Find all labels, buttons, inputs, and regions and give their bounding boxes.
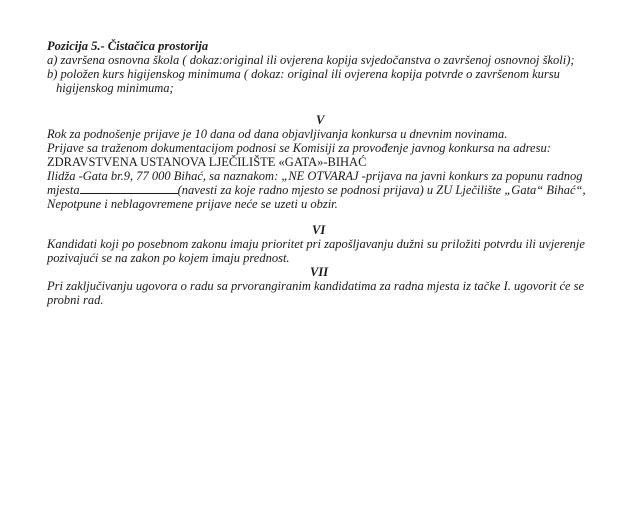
requirement-a: a) završena osnovna škola ( dokaz:original ili ovjerena kopija svjedočanstva o završenoj osnovnoj školi);: [47, 53, 575, 67]
section-vii-line-2: probni rad.: [47, 293, 104, 307]
section-vi-heading: VI: [312, 223, 326, 237]
position-title: Pozicija 5.- Čistačica prostorija: [47, 39, 209, 53]
section-v-line-5a: mjesta: [47, 183, 80, 197]
requirement-b-line-2: higijenskog minimuma;: [56, 81, 174, 95]
section-vi-line-1: Kandidati koji po posebnom zakonu imaju prioritet pri zapošljavanju dužni su priložiti potvrdu ili uvjerenje: [47, 237, 585, 251]
section-v-line-5: [47, 183, 586, 197]
section-v-heading: V: [316, 113, 325, 127]
section-vii-heading: VII: [310, 265, 329, 279]
section-v-line-4: Ilidža -Gata br.9, 77 000 Bihać, sa naznakom: „NE OTVARAJ -prijava na javni konkurs za popunu radnog: [47, 169, 583, 183]
section-v-line-1: Rok za podnošenje prijave je 10 dana od dana objavljivanja konkursa u dnevnim novinama.: [47, 127, 508, 141]
section-v-line-2: Prijave sa traženom dokumentacijom podnosi se Komisiji za provođenje javnog konkursa na adresu:: [47, 141, 551, 155]
section-v-line-3: ZDRAVSTVENA USTANOVA LJEČILIŠTE «GATA»-BIHAĆ: [47, 155, 367, 169]
blank-underline: [80, 183, 178, 194]
requirement-b-line-1: b) položen kurs higijenskog minimuma ( dokaz: original ili ovjerena kopija potvrde o završenom kursu: [47, 67, 560, 81]
section-v-line-5b: (navesti za koje radno mjesto se podnosi prijava) u ZU Lječilište „Gata“ Bihać“,: [177, 183, 586, 197]
section-vii-line-1: Pri zaključivanju ugovora o radu sa prvorangiranim kandidatima za radna mjesta iz tačke I. ugovorit će se: [47, 279, 585, 293]
section-vi-line-2: pozivajući se na zakon po kojem imaju prednost.: [47, 251, 290, 265]
section-v-line-6: Nepotpune i neblagovremene prijave neće se uzeti u obzir.: [47, 197, 338, 211]
